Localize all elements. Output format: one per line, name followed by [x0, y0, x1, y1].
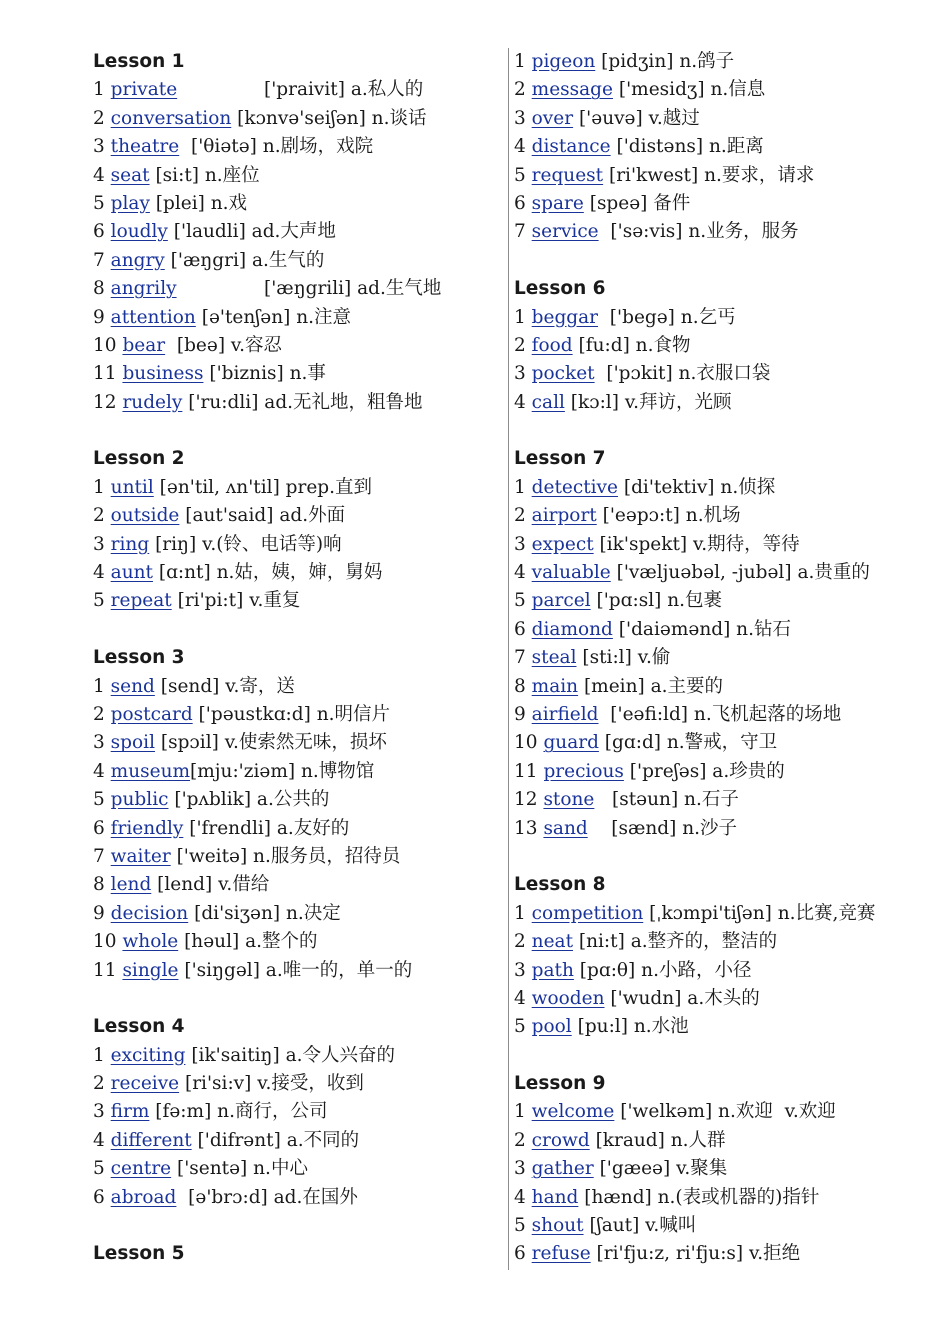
vocab-entry — [93, 1184, 503, 1212]
vocab-word-link[interactable]: wooden — [531, 987, 605, 1009]
vocab-word-link[interactable]: competition — [531, 902, 644, 924]
entry-number: 10 — [93, 931, 117, 953]
entry-number: 5 — [93, 1158, 105, 1180]
vocab-entry — [93, 247, 503, 275]
entry-number: 8 — [514, 675, 526, 697]
vocab-word-link[interactable]: firm — [110, 1101, 150, 1123]
entry-number: 2 — [93, 505, 105, 527]
entry-definition: ['sə:vis] n.业务，服务 — [598, 221, 799, 243]
vocab-entry — [514, 758, 914, 786]
lesson-block — [514, 48, 914, 247]
entry-definition: [send] v.寄，送 — [154, 675, 295, 697]
entry-definition: ['æŋgri] a.生气的 — [164, 249, 325, 271]
entry-definition: ['siŋgəl] a.唯一的，单一的 — [178, 959, 413, 981]
entry-definition: [ʃaut] v.喊叫 — [583, 1215, 697, 1237]
vocab-word-link[interactable]: business — [122, 363, 204, 385]
vocab-word-link[interactable]: ring — [110, 533, 150, 555]
entry-number: 3 — [514, 959, 526, 981]
vocab-word-link[interactable]: over — [531, 107, 574, 129]
entry-definition: [həul] a.整个的 — [178, 931, 318, 953]
vocab-word-link[interactable]: aunt — [110, 562, 153, 584]
vocab-entry — [514, 1212, 914, 1240]
vocab-word-link[interactable]: parcel — [531, 590, 591, 612]
entry-number: 2 — [514, 1129, 526, 1151]
vocab-entry — [514, 815, 914, 843]
vocab-entry — [93, 1098, 503, 1126]
vocab-word-link[interactable]: waiter — [110, 845, 171, 867]
vocab-entry — [93, 332, 503, 360]
vocab-word-link[interactable]: precious — [543, 760, 624, 782]
vocab-word-link[interactable]: valuable — [531, 562, 611, 584]
entry-definition: [lend] v.借给 — [151, 874, 270, 896]
vocab-word-link[interactable]: single — [122, 959, 179, 981]
entry-definition: [speə] 备件 — [583, 192, 691, 214]
entry-number: 5 — [93, 590, 105, 612]
vocab-word-link[interactable]: send — [110, 675, 155, 697]
vocab-entry — [514, 76, 914, 104]
entry-number: 5 — [514, 1215, 526, 1237]
entry-definition: [pidʒin] n.鸽子 — [595, 51, 735, 72]
vocab-entry — [93, 729, 503, 757]
entry-definition: [mein] a.主要的 — [578, 675, 724, 697]
vocab-entry — [514, 48, 914, 76]
vocab-word-link[interactable]: airfield — [531, 703, 599, 725]
entry-definition: [ik'spekt] v.期待，等待 — [593, 533, 800, 555]
vocab-entry — [93, 928, 503, 956]
entry-number: 6 — [93, 817, 105, 839]
entry-definition: ['mesidʒ] n.信息 — [612, 79, 766, 101]
entry-definition: [ə'brɔ:d] ad.在国外 — [176, 1186, 358, 1208]
entry-number: 2 — [514, 931, 526, 953]
vocab-word-link[interactable]: neat — [531, 931, 573, 953]
entry-number: 1 — [514, 51, 526, 72]
entry-number: 1 — [93, 476, 105, 498]
entry-number: 3 — [514, 1158, 526, 1180]
entry-number: 4 — [514, 136, 526, 158]
vocab-entry — [93, 360, 503, 388]
entry-definition: ['begə] n.乞丐 — [598, 306, 736, 328]
vocab-entry — [514, 474, 914, 502]
vocab-word-link[interactable]: friendly — [110, 817, 184, 839]
lesson-title: Lesson 7 — [514, 448, 606, 470]
entry-number: 5 — [514, 164, 526, 186]
lesson-block — [93, 48, 503, 417]
entry-number: 10 — [93, 334, 117, 356]
vocab-word-link[interactable]: private — [110, 79, 178, 101]
entry-definition: [di'siʒən] n.决定 — [188, 902, 341, 924]
entry-number: 9 — [514, 703, 526, 725]
left-column — [93, 48, 503, 1297]
lesson-block — [514, 871, 914, 1041]
entry-definition: [kɔnvə'seiʃən] n.谈话 — [231, 107, 427, 129]
entry-number: 3 — [514, 363, 526, 385]
vocab-word-link[interactable]: diamond — [531, 618, 613, 640]
entry-definition: [kraud] n.人群 — [589, 1129, 726, 1151]
entry-number: 4 — [514, 391, 526, 413]
entry-number: 4 — [514, 1186, 526, 1208]
vocab-entry — [514, 701, 914, 729]
vocab-word-link[interactable]: path — [531, 959, 574, 981]
vocab-word-link[interactable]: stone — [543, 789, 595, 811]
entry-definition: ['pɔkit] n.衣服口袋 — [594, 363, 771, 385]
entry-definition: [sænd] n.沙子 — [587, 817, 737, 839]
entry-number: 11 — [93, 959, 117, 981]
vocab-entry — [514, 1184, 914, 1212]
entry-definition: ['pəustkɑ:d] n.明信片 — [192, 703, 391, 725]
entry-definition: [pɑ:θ] n.小路，小径 — [573, 959, 752, 981]
entry-number: 1 — [514, 476, 526, 498]
entry-number: 3 — [93, 732, 105, 754]
vocab-entry — [93, 218, 503, 246]
vocab-word-link[interactable]: sand — [543, 817, 588, 839]
entry-definition: [ɑ:nt] n.姑，姨，婶，舅妈 — [152, 562, 383, 584]
vocab-entry — [514, 673, 914, 701]
entry-number: 12 — [514, 789, 538, 811]
vocab-entry — [93, 304, 503, 332]
vocab-word-link[interactable]: play — [110, 192, 150, 214]
entry-number: 2 — [514, 79, 526, 101]
entry-number: 2 — [514, 505, 526, 527]
vocab-entry — [93, 531, 503, 559]
lesson-block — [514, 445, 914, 842]
vocab-word-link[interactable]: service — [531, 221, 599, 243]
vocab-word-link[interactable]: museum — [110, 760, 191, 782]
entry-number: 7 — [514, 221, 526, 243]
lesson-block — [93, 1013, 503, 1212]
vocab-entry — [514, 531, 914, 559]
entry-definition: ['θiətə] n.剧场，戏院 — [179, 136, 374, 158]
entry-definition: [ri'pi:t] v.重复 — [171, 590, 301, 612]
entry-definition: ['eəfi:ld] n.飞机起落的场地 — [598, 703, 842, 725]
lesson-title: Lesson 6 — [514, 278, 606, 300]
lesson-block — [514, 275, 914, 417]
entry-number: 4 — [514, 987, 526, 1009]
entry-number: 2 — [514, 334, 526, 356]
column-divider — [508, 48, 509, 1270]
vocab-entry — [514, 1240, 914, 1268]
entry-number: 8 — [93, 874, 105, 896]
vocab-entry — [93, 76, 503, 104]
entry-number: 6 — [93, 221, 105, 243]
vocab-entry — [93, 1155, 503, 1183]
vocab-entry — [93, 474, 503, 502]
vocab-word-link[interactable]: angrily — [110, 278, 177, 300]
entry-definition: [mju:'ziəm] n.博物馆 — [190, 760, 375, 782]
lesson-block — [93, 644, 503, 985]
entry-definition: [gɑ:d] n.警戒，守卫 — [598, 732, 778, 754]
vocab-entry — [514, 957, 914, 985]
lesson-block — [93, 445, 503, 615]
vocab-entry — [93, 701, 503, 729]
vocab-word-link[interactable]: angry — [110, 249, 165, 271]
lesson-block — [93, 1240, 503, 1268]
vocab-word-link[interactable]: gather — [531, 1158, 594, 1180]
vocab-word-link[interactable]: food — [531, 334, 573, 356]
entry-number: 5 — [93, 192, 105, 214]
entry-number: 13 — [514, 817, 538, 839]
lesson-title: Lesson 8 — [514, 874, 606, 896]
entry-number: 3 — [514, 107, 526, 129]
entry-number: 1 — [93, 1044, 105, 1066]
entry-number: 9 — [93, 306, 105, 328]
entry-number: 9 — [93, 902, 105, 924]
vocab-entry — [514, 985, 914, 1013]
vocab-word-link[interactable]: exciting — [110, 1044, 186, 1066]
vocab-word-link[interactable]: hand — [531, 1186, 579, 1208]
vocab-word-link[interactable]: guard — [543, 732, 599, 754]
vocab-word-link[interactable]: abroad — [110, 1186, 177, 1208]
vocab-entry — [514, 105, 914, 133]
vocab-entry — [514, 133, 914, 161]
vocab-word-link[interactable]: distance — [531, 136, 611, 158]
vocab-entry — [514, 332, 914, 360]
vocab-word-link[interactable]: message — [531, 79, 613, 101]
lesson-title: Lesson 5 — [93, 1243, 185, 1265]
vocab-word-link[interactable]: request — [531, 164, 604, 186]
vocab-entry — [93, 162, 503, 190]
vocab-word-link[interactable]: receive — [110, 1073, 180, 1095]
vocab-entry — [514, 502, 914, 530]
entry-number: 6 — [93, 1186, 105, 1208]
entry-number: 5 — [514, 590, 526, 612]
entry-definition: [stəun] n.石子 — [594, 789, 739, 811]
vocab-word-link[interactable]: loudly — [110, 221, 168, 243]
entry-definition: [hænd] n.(表或机器的)指针 — [578, 1186, 820, 1208]
entry-number: 2 — [93, 703, 105, 725]
entry-definition: [pu:l] n.水池 — [571, 1016, 689, 1038]
vocab-entry — [514, 729, 914, 757]
lesson-title: Lesson 3 — [93, 647, 185, 669]
entry-number: 3 — [93, 1101, 105, 1123]
vocab-word-link[interactable]: different — [110, 1129, 192, 1151]
entry-definition: [spɔil] v.使索然无味，损坏 — [154, 732, 387, 754]
entry-definition: [ri'kwest] n.要求，请求 — [603, 164, 815, 186]
vocab-word-link[interactable]: public — [110, 789, 169, 811]
vocab-entry — [514, 162, 914, 190]
vocab-entry — [514, 304, 914, 332]
vocab-entry — [514, 1155, 914, 1183]
vocab-entry — [93, 871, 503, 899]
entry-number: 8 — [93, 278, 105, 300]
vocab-word-link[interactable]: conversation — [110, 107, 232, 129]
entry-definition: ['ru:dli] ad.无礼地，粗鲁地 — [182, 391, 423, 413]
entry-number: 4 — [93, 562, 105, 584]
vocab-entry — [93, 843, 503, 871]
entry-definition: [fə:m] n.商行，公司 — [149, 1101, 328, 1123]
entry-definition: ['daiəmənd] n.钻石 — [612, 618, 791, 640]
entry-number: 1 — [93, 675, 105, 697]
vocab-word-link[interactable]: welcome — [531, 1101, 615, 1123]
entry-number: 6 — [514, 192, 526, 214]
vocab-word-link[interactable]: whole — [122, 931, 179, 953]
vocab-word-link[interactable]: attention — [110, 306, 196, 328]
entry-definition: ['sentə] n.中心 — [171, 1158, 308, 1180]
entry-definition: [ni:t] a.整齐的，整洁的 — [573, 931, 778, 953]
vocab-word-link[interactable]: spoil — [110, 732, 155, 754]
entry-definition: ['distəns] n.距离 — [610, 136, 764, 158]
vocab-entry — [93, 673, 503, 701]
vocab-entry — [93, 758, 503, 786]
entry-definition: [fu:d] n.食物 — [572, 334, 691, 356]
entry-definition: ['laudli] ad.大声地 — [167, 221, 336, 243]
vocab-entry — [93, 786, 503, 814]
entry-definition: [ˌkɔmpi'tiʃən] n.比赛,竞赛 — [643, 902, 876, 924]
vocab-word-link[interactable]: spare — [531, 192, 584, 214]
entry-number: 5 — [93, 789, 105, 811]
vocab-entry — [93, 133, 503, 161]
entry-number: 6 — [514, 1243, 526, 1265]
entry-definition: [beə] v.容忍 — [165, 334, 283, 356]
entry-definition: ['difrənt] a.不同的 — [191, 1129, 360, 1151]
vocab-word-link[interactable]: until — [110, 476, 154, 498]
vocab-word-link[interactable]: decision — [110, 902, 189, 924]
entry-definition: ['əuvə] v.越过 — [573, 107, 700, 129]
entry-definition: [ə'tenʃən] n.注意 — [195, 306, 352, 328]
entry-number: 1 — [93, 79, 105, 101]
lesson-title: Lesson 9 — [514, 1073, 606, 1095]
entry-number: 1 — [514, 306, 526, 328]
entry-number: 6 — [514, 618, 526, 640]
entry-number: 1 — [514, 902, 526, 924]
vocab-entry — [514, 644, 914, 672]
lesson-block — [514, 1070, 914, 1269]
vocab-word-link[interactable]: lend — [110, 874, 152, 896]
entry-number: 7 — [514, 647, 526, 669]
right-column — [514, 48, 914, 1297]
vocab-entry — [514, 190, 914, 218]
entry-number: 4 — [93, 760, 105, 782]
vocab-word-link[interactable]: outside — [110, 505, 180, 527]
entry-definition: ['frendli] a.友好的 — [183, 817, 350, 839]
vocab-word-link[interactable]: airport — [531, 505, 597, 527]
entry-definition: ['preʃəs] a.珍贵的 — [623, 760, 785, 782]
vocab-word-link[interactable]: detective — [531, 476, 618, 498]
entry-definition: [aut'said] ad.外面 — [179, 505, 346, 527]
vocab-word-link[interactable]: centre — [110, 1158, 172, 1180]
vocab-entry — [93, 1042, 503, 1070]
vocab-entry — [514, 900, 914, 928]
entry-definition: [sti:l] v.偷 — [576, 647, 671, 669]
vocab-word-link[interactable]: rudely — [122, 391, 183, 413]
entry-number: 7 — [93, 249, 105, 271]
entry-number: 3 — [514, 533, 526, 555]
vocab-entry — [514, 616, 914, 644]
vocab-entry — [514, 587, 914, 615]
vocab-entry — [93, 559, 503, 587]
entry-definition: ['pʌblik] a.公共的 — [168, 789, 330, 811]
lesson-title: Lesson 4 — [93, 1016, 185, 1038]
vocab-word-link[interactable]: seat — [110, 164, 150, 186]
entry-number: 10 — [514, 732, 538, 754]
lesson-title: Lesson 1 — [93, 51, 185, 72]
vocab-word-link[interactable]: postcard — [110, 703, 193, 725]
vocab-word-link[interactable]: theatre — [110, 136, 180, 158]
vocab-entry — [93, 105, 503, 133]
entry-definition: ['pɑ:sl] n.包裹 — [590, 590, 723, 612]
entry-number: 11 — [93, 363, 117, 385]
vocab-word-link[interactable]: pocket — [531, 363, 595, 385]
vocab-entry — [514, 928, 914, 956]
entry-definition: [plei] n.戏 — [149, 192, 248, 214]
entry-definition: [ri'si:v] v.接受，收到 — [179, 1073, 364, 1095]
entry-definition: ['væljuəbəl, -jubəl] a.贵重的 — [610, 562, 870, 584]
vocab-word-link[interactable]: shout — [531, 1215, 584, 1237]
vocab-word-link[interactable]: expect — [531, 533, 594, 555]
vocab-entry — [93, 1127, 503, 1155]
vocab-word-link[interactable]: beggar — [531, 306, 599, 328]
entry-number: 3 — [93, 533, 105, 555]
entry-number: 2 — [93, 1073, 105, 1095]
vocab-entry — [514, 1013, 914, 1041]
vocab-entry — [93, 1070, 503, 1098]
vocab-entry — [93, 502, 503, 530]
vocab-word-link[interactable]: pigeon — [531, 51, 596, 72]
entry-number: 4 — [514, 562, 526, 584]
entry-definition: ['æŋgrili] ad.生气地 — [264, 278, 442, 300]
vocab-entry — [514, 786, 914, 814]
entry-definition: [ik'saitiŋ] a.令人兴奋的 — [185, 1044, 395, 1066]
vocab-word-link[interactable]: repeat — [110, 590, 172, 612]
entry-number: 12 — [93, 391, 117, 413]
entry-number: 11 — [514, 760, 538, 782]
entry-number: 5 — [514, 1016, 526, 1038]
entry-definition: ['wudn] a.木头的 — [604, 987, 760, 1009]
entry-number: 7 — [93, 845, 105, 867]
vocab-entry — [514, 360, 914, 388]
entry-number: 4 — [93, 164, 105, 186]
vocab-word-link[interactable]: main — [531, 675, 579, 697]
entry-number: 2 — [93, 107, 105, 129]
vocab-entry — [514, 389, 914, 417]
vocab-entry — [514, 559, 914, 587]
entry-definition: [ri'fju:z, ri'fju:s] v.拒绝 — [590, 1243, 801, 1265]
entry-number: 4 — [93, 1129, 105, 1151]
vocab-word-link[interactable]: pool — [531, 1016, 572, 1038]
entry-definition: [kɔ:l] v.拜访，光顾 — [564, 391, 732, 413]
entry-number: 3 — [93, 136, 105, 158]
vocab-entry — [93, 900, 503, 928]
vocab-word-link[interactable]: refuse — [531, 1243, 591, 1265]
vocab-entry — [93, 587, 503, 615]
vocab-entry — [514, 218, 914, 246]
entry-definition: ['praivit] a.私人的 — [264, 79, 424, 101]
vocab-word-link[interactable]: bear — [122, 334, 166, 356]
vocab-entry — [93, 389, 503, 417]
entry-number: 1 — [514, 1101, 526, 1123]
entry-definition: ['welkəm] n.欢迎 v.欢迎 — [614, 1101, 836, 1123]
vocab-entry — [514, 1098, 914, 1126]
lesson-title: Lesson 2 — [93, 448, 185, 470]
vocab-word-link[interactable]: call — [531, 391, 565, 413]
entry-definition: [di'tektiv] n.侦探 — [617, 476, 776, 498]
vocab-word-link[interactable]: steal — [531, 647, 577, 669]
vocab-word-link[interactable]: crowd — [531, 1129, 590, 1151]
vocab-entry — [93, 957, 503, 985]
vocab-entry — [93, 190, 503, 218]
entry-definition: ['weitə] n.服务员，招待员 — [170, 845, 401, 867]
entry-definition: [riŋ] v.(铃、电话等)响 — [149, 533, 342, 555]
entry-definition: [ən'til, ʌn'til] prep.直到 — [153, 476, 373, 498]
vocab-entry — [93, 815, 503, 843]
entry-definition: ['eəpɔ:t] n.机场 — [596, 505, 741, 527]
entry-definition: ['gæeə] v.聚集 — [593, 1158, 728, 1180]
entry-definition: [si:t] n.座位 — [149, 164, 260, 186]
vocab-entry — [93, 275, 503, 303]
vocab-entry — [514, 1127, 914, 1155]
entry-definition: ['biznis] n.事 — [203, 363, 326, 385]
